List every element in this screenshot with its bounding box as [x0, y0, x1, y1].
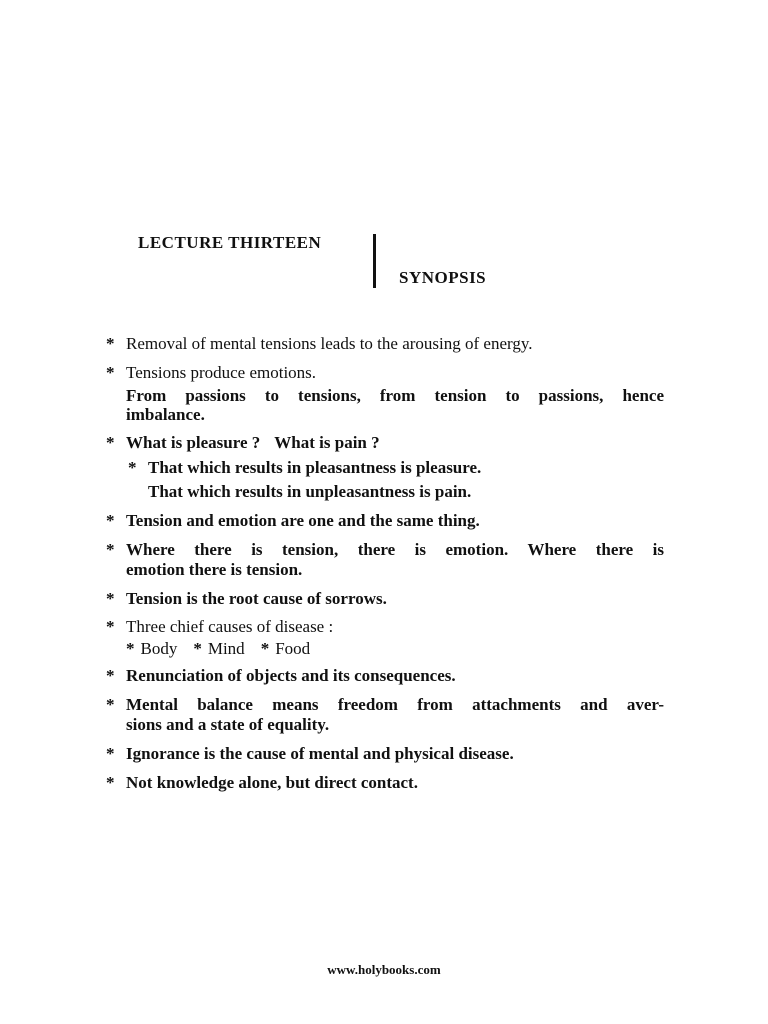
- synopsis-item-continuation: From passions to tensions, from tension to passions, hence: [126, 386, 664, 405]
- synopsis-item-continuation: imbalance.: [126, 405, 205, 424]
- bullet-star: *: [106, 433, 115, 452]
- bullet-star: *: [106, 511, 115, 530]
- cause-mind: Mind: [207, 639, 245, 658]
- synopsis-subitem: That which results in unpleasantness is pain.: [148, 482, 472, 501]
- title-divider: [373, 234, 376, 288]
- sub-bullet-star: *: [193, 639, 202, 658]
- bullet-star: *: [106, 617, 115, 636]
- bullet-star: *: [106, 363, 115, 382]
- synopsis-item: Tension is the root cause of sorrows.: [126, 589, 387, 608]
- sub-bullet-star: *: [126, 639, 135, 658]
- question-pleasure: What is pleasure ?: [126, 433, 261, 452]
- bullet-star: *: [106, 744, 115, 763]
- synopsis-item-continuation: emotion there is tension.: [126, 560, 303, 579]
- synopsis-subitem: That which results in pleasantness is pleasure.: [148, 458, 482, 477]
- sub-bullet-star: *: [260, 639, 270, 658]
- bullet-star: *: [106, 334, 115, 353]
- lecture-title: LECTURE THIRTEEN: [138, 233, 322, 252]
- synopsis-item: Tensions produce emotions.: [126, 363, 317, 382]
- cause-body: Body: [140, 639, 178, 658]
- bullet-star: *: [106, 540, 115, 559]
- synopsis-item: Where there is tension, there is emotion. Where there is: [126, 540, 664, 559]
- disease-causes-row: [126, 638, 310, 660]
- synopsis-item-continuation: sions and a state of equality.: [126, 715, 330, 734]
- sub-bullet-star: *: [128, 458, 137, 477]
- cause-food: Food: [275, 639, 311, 658]
- synopsis-item: Tension and emotion are one and the same thing.: [126, 511, 480, 530]
- synopsis-item: Ignorance is the cause of mental and physical disease.: [126, 744, 514, 763]
- synopsis-item: Mental balance means freedom from attachments and aver-: [126, 695, 664, 714]
- synopsis-item: Not knowledge alone, but direct contact.: [126, 773, 418, 792]
- synopsis-item: Three chief causes of disease :: [126, 617, 334, 636]
- bullet-star: *: [106, 589, 115, 608]
- bullet-star: *: [106, 666, 115, 685]
- synopsis-item: [126, 432, 380, 454]
- bullet-star: *: [106, 695, 115, 714]
- footer-url: www.holybooks.com: [327, 962, 441, 977]
- question-pain: What is pain ?: [274, 433, 380, 452]
- synopsis-title: SYNOPSIS: [399, 268, 487, 287]
- synopsis-item: Renunciation of objects and its consequences.: [126, 666, 456, 685]
- bullet-star: *: [106, 773, 115, 792]
- synopsis-item: Removal of mental tensions leads to the arousing of energy.: [126, 334, 533, 353]
